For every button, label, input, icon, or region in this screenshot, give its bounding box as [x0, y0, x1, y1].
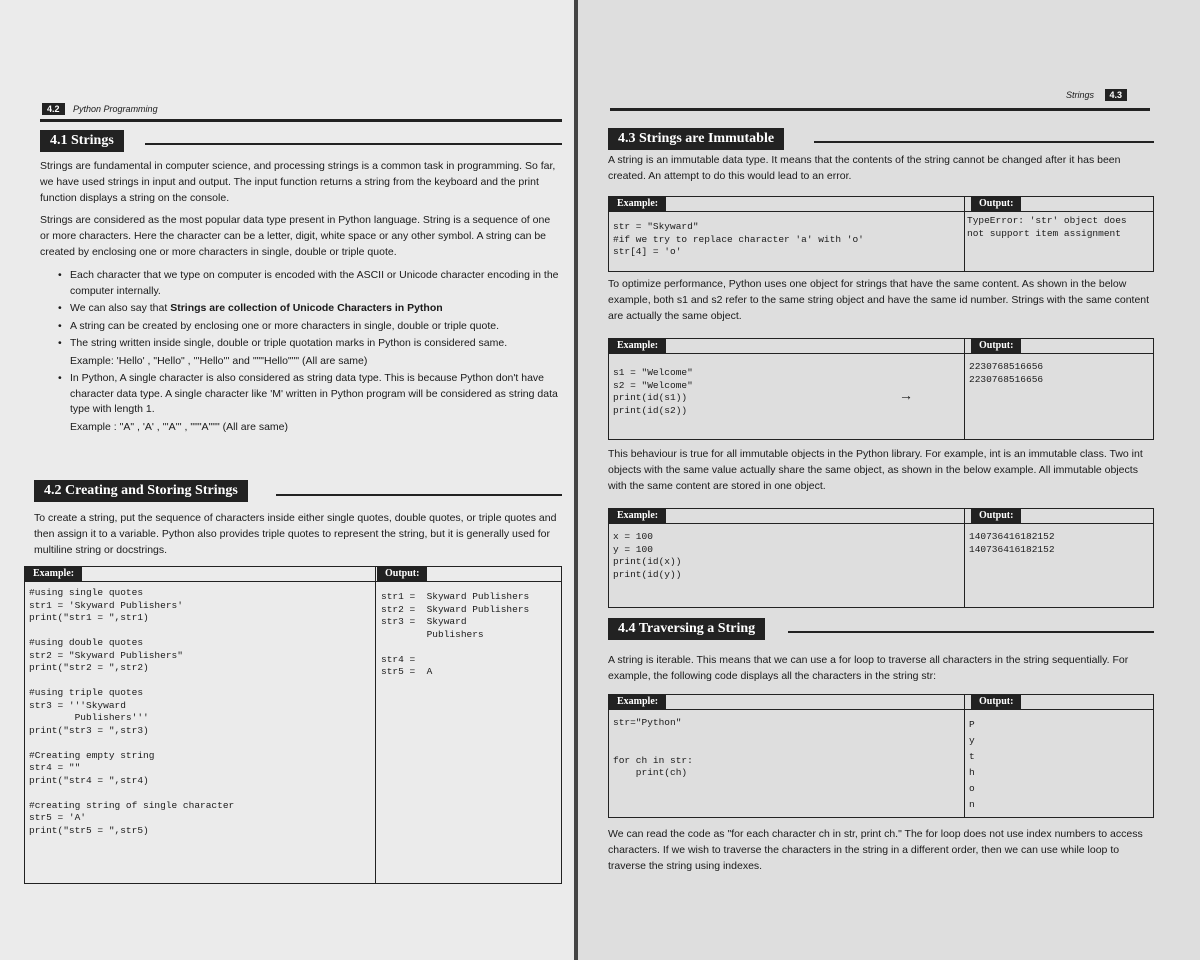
example-line: Example: 'Hello' , "Hello" , '''Hello''' and """Hello""" (All are same): [70, 354, 368, 367]
output-label: Output:: [377, 567, 427, 581]
output-label: Output:: [971, 197, 1021, 211]
output-label: Output:: [971, 695, 1021, 709]
output-block: 140736416182152 140736416182152: [969, 531, 1055, 555]
intro-paragraph: Strings are fundamental in computer science, and processing strings is a common task in programming. So far, we have used strings in input and output. The input function returns a string from the keyboard and the print function displays a string on the console.: [40, 160, 556, 204]
header-rule: [610, 108, 1150, 111]
list-item: • The string written inside single, double or triple quotation marks in Python is considered same. Example: 'Hello' , "Hello" , '''Hello''' and """Hello""" (All are same): [56, 336, 562, 369]
section-rule: [814, 141, 1154, 143]
running-title: Strings: [1066, 90, 1095, 100]
list-item: • We can also say that Strings are collection of Unicode Characters in Python: [56, 301, 562, 317]
example-label: Example:: [609, 695, 666, 709]
table-head-line: [609, 211, 1153, 212]
section-title-4-2: 4.2 Creating and Storing Strings: [34, 480, 248, 502]
section-title-4-1: 4.1 Strings: [40, 130, 124, 152]
creating-strings-paragraph: To create a string, put the sequence of characters inside either single quotes, double quotes, or triple quotes and then assign it to a variable. Python also provides triple quotes to represent the string, but it is generally used for multiline string or docstrings.: [34, 512, 557, 556]
page-number: 4.2: [42, 103, 65, 115]
for-loop-explanation-paragraph: We can read the code as "for each character ch in str, print ch." The for loop does not use index numbers to access characters. If we wish to traverse the characters in the string in a different order, then we can use while loop to traverse the string using indexes.: [608, 828, 1143, 872]
example-line: Example : "A" , 'A' , '''A''' , """A""" (All are same): [70, 420, 288, 433]
column-divider: [964, 339, 965, 439]
code-block: x = 100 y = 100 print(id(x)) print(id(y)): [613, 531, 682, 580]
left-page-header: [42, 104, 158, 114]
section-rule: [276, 494, 562, 496]
table-head-line: [609, 353, 1153, 354]
column-divider: [964, 509, 965, 607]
iterable-paragraph: A string is iterable. This means that we can use a for loop to traverse all characters in the string sequentially. For example, the following code displays all the characters in the string str:: [608, 654, 1129, 682]
output-block: 2230768516656 2230768516656: [969, 361, 1044, 385]
section-rule: [145, 143, 562, 145]
example-label: Example:: [609, 197, 666, 211]
example-table: [608, 338, 1154, 440]
output-block: str1 = Skyward Publishers str2 = Skyward Publishers str3 = Skyward Publishers str4 = str5 = A: [381, 591, 530, 677]
output-block: TypeError: 'str' object does not support item assignment: [967, 215, 1127, 239]
section-rule: [788, 631, 1154, 633]
table-head-line: [609, 523, 1153, 524]
output-block: P y t h o n: [969, 719, 975, 810]
example-label: Example:: [609, 509, 666, 523]
example-table: [24, 566, 562, 884]
left-page: [0, 0, 578, 960]
int-immutable-paragraph: This behaviour is true for all immutable objects in the Python library. For example, int is an immutable class. Two int objects with the same value actually share the same object, as shown in the below example. All immutable objects with the same content are stored in one object.: [608, 448, 1143, 492]
list-item: • In Python, A single character is also considered as string data type. This is because Python don't have character data type. A single character like 'M' written in Python program will be considered as string data type with length 1. Example : "A" , 'A' , '''A''' , """A""" (All are same): [56, 371, 562, 435]
table-head-line: [609, 709, 1153, 710]
example-table: [608, 196, 1154, 272]
column-divider: [964, 695, 965, 817]
page-number: 4.3: [1105, 89, 1128, 101]
header-rule: [40, 119, 562, 122]
performance-paragraph: To optimize performance, Python uses one object for strings that have the same content. As shown in the below example, both s1 and s2 refer to the same string object and have the same id number. Strings with the same content are actually the same object.: [608, 278, 1150, 322]
section-title-4-4: 4.4 Traversing a String: [608, 618, 765, 640]
section-title-4-3: 4.3 Strings are Immutable: [608, 128, 784, 150]
table-head-line: [25, 581, 561, 582]
example-table: [608, 694, 1154, 818]
immutable-paragraph: A string is an immutable data type. It means that the contents of the string cannot be changed after it has been created. An attempt to do this would lead to an error.: [608, 154, 1121, 182]
code-block: #using single quotes str1 = 'Skyward Publishers' print("str1 = ",str1) #using double quotes str2 = "Skyward Publishers" print("str2 = ",str2) #using triple quotes str3 = '''Skyward Publishers''' print("str3 = ",str3) #Creating empty string str4 = "" print("str4 = ",str4) #creating string of single character str5 = 'A' print("str5 = ",str5): [29, 587, 235, 836]
column-divider: [375, 567, 376, 883]
output-label: Output:: [971, 509, 1021, 523]
right-page: [578, 0, 1200, 960]
code-block: str="Python" for ch in str: print(ch): [613, 717, 693, 778]
list-item: • A string can be created by enclosing one or more characters in single, double or triple quote.: [56, 319, 562, 335]
example-table: [608, 508, 1154, 608]
right-page-header: [1066, 90, 1127, 100]
column-divider: [964, 197, 965, 271]
strings-definition-paragraph: Strings are considered as the most popular data type present in Python language. String is a sequence of one or more characters. Here the character can be a letter, digit, white space or any other symbol. A string can be created by enclosing one or more characters in single, double or triple quote.: [40, 214, 551, 258]
output-label: Output:: [971, 339, 1021, 353]
strings-bullet-list: [56, 268, 562, 437]
arrow-icon: →: [899, 387, 913, 403]
list-item: • Each character that we type on computer is encoded with the ASCII or Unicode character encoding in the computer internally.: [56, 268, 562, 299]
code-block: s1 = "Welcome" s2 = "Welcome" print(id(s1)) print(id(s2)): [613, 367, 693, 416]
example-label: Example:: [25, 567, 82, 581]
example-label: Example:: [609, 339, 666, 353]
code-block: str = "Skyward" #if we try to replace character 'a' with 'o' str[4] = 'o': [613, 221, 864, 257]
running-title: Python Programming: [73, 104, 158, 114]
